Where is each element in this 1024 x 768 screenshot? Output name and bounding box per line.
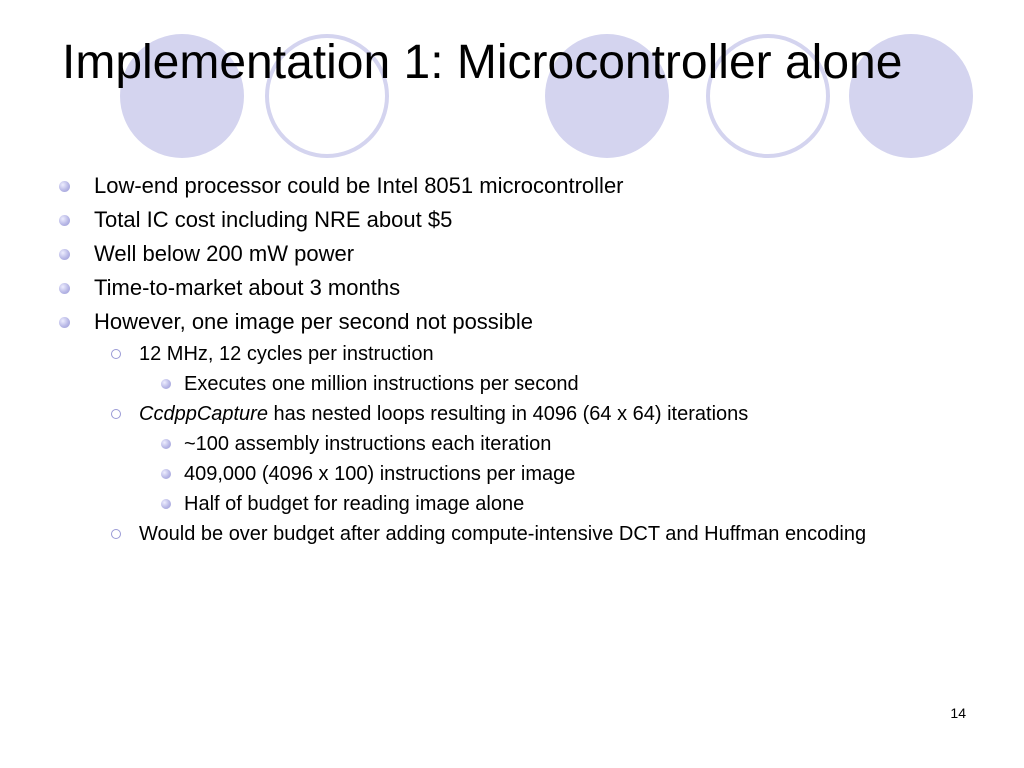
list-item	[0, 430, 1024, 460]
list-item	[0, 306, 1024, 340]
bullet-icon	[59, 317, 70, 328]
hollow-bullet-icon	[111, 529, 121, 539]
bullet-text: Executes one million instructions per second	[184, 373, 579, 395]
bullet-icon	[161, 439, 171, 449]
bullet-icon	[59, 215, 70, 226]
bullet-text-rest: has nested loops resulting in 4096 (64 x 64) iterations	[267, 403, 749, 425]
list-item	[0, 204, 1024, 238]
bullet-text	[139, 403, 748, 426]
bullet-text: ~100 assembly instructions each iteration	[184, 433, 552, 455]
bullet-text: Low-end processor could be Intel 8051 microcontroller	[94, 173, 624, 198]
list-item	[0, 490, 1024, 520]
bullet-icon	[59, 181, 70, 192]
bullet-text: Would be over budget after adding compute-intensive DCT and Huffman encoding	[139, 523, 867, 545]
bullet-icon	[59, 249, 70, 260]
list-item	[0, 340, 1024, 370]
list-item	[0, 370, 1024, 400]
hollow-bullet-icon	[111, 349, 121, 359]
list-item	[0, 460, 1024, 490]
list-item	[0, 170, 1024, 204]
bullet-list	[0, 170, 1024, 550]
function-name: CcdppCapture	[139, 403, 268, 425]
bullet-text: However, one image per second not possible	[94, 309, 534, 334]
bullet-icon	[161, 469, 171, 479]
list-item	[0, 400, 1024, 430]
bullet-text: Time-to-market about 3 months	[94, 275, 401, 300]
bullet-icon	[59, 283, 70, 294]
bullet-text: Well below 200 mW power	[94, 241, 355, 266]
bullet-icon	[161, 499, 171, 509]
bullet-text: Total IC cost including NRE about $5	[94, 207, 453, 232]
bullet-text: Half of budget for reading image alone	[184, 493, 525, 515]
bullet-text: 409,000 (4096 x 100) instructions per image	[184, 463, 576, 485]
list-item	[0, 520, 1024, 550]
list-item	[0, 238, 1024, 272]
bullet-icon	[161, 379, 171, 389]
bullet-text: 12 MHz, 12 cycles per instruction	[139, 343, 434, 365]
list-item	[0, 272, 1024, 306]
hollow-bullet-icon	[111, 409, 121, 419]
slide-title: Implementation 1: Microcontroller alone	[62, 36, 903, 89]
page-number: 14	[950, 705, 966, 721]
